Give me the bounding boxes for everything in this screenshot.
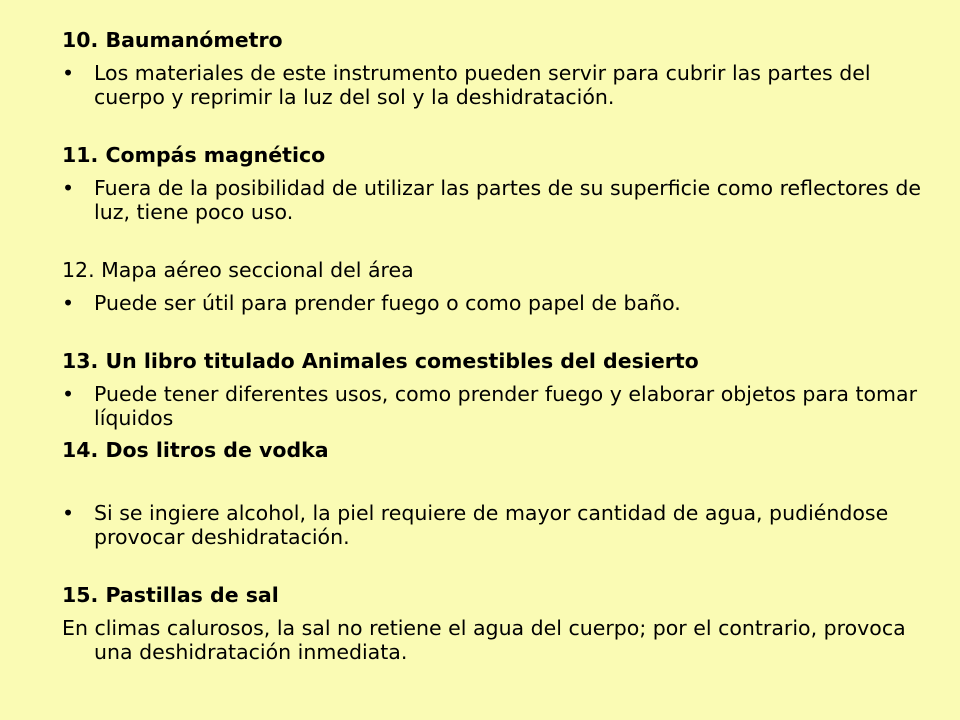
bullet-text: Los materiales de este instrumento pueden servir para cubrir las partes del cuerpo y reprimir la luz del sol y la deshidratación. [94,61,871,109]
item-heading-15: 15. Pastillas de sal [62,583,279,607]
item-bullet-10 [62,61,932,109]
bullet-icon: • [62,501,75,525]
bullet-text: Si se ingiere alcohol, la piel requiere de mayor cantidad de agua, pudiéndose provocar deshidratación. [94,501,889,549]
item-heading-10: 10. Baumanómetro [62,28,283,52]
item-heading-11: 11. Compás magnético [62,143,326,167]
item-paragraph-15: En climas calurosos, la sal no retiene el agua del cuerpo; por el contrario, provoca una deshidratación inmediata. [62,616,906,664]
item-heading-13: 13. Un libro titulado Animales comestibles del desierto [62,349,699,373]
bullet-icon: • [62,291,75,315]
bullet-icon: • [62,176,75,200]
bullet-text: Puede ser útil para prender fuego o como papel de baño. [94,291,681,315]
slide-content [62,28,932,664]
item-bullet-11 [62,176,932,224]
item-heading-14: 14. Dos litros de vodka [62,438,329,462]
bullet-text: Puede tener diferentes usos, como prender fuego y elaborar objetos para tomar líquidos [94,382,918,430]
item-heading-12: 12. Mapa aéreo seccional del área [62,258,414,282]
bullet-text: Fuera de la posibilidad de utilizar las partes de su superficie como reflectores de luz, tiene poco uso. [94,176,921,224]
bullet-icon: • [62,382,75,406]
item-bullet-12 [62,291,932,315]
bullet-icon: • [62,61,75,85]
item-bullet-13 [62,382,932,430]
item-bullet-14 [62,501,932,549]
